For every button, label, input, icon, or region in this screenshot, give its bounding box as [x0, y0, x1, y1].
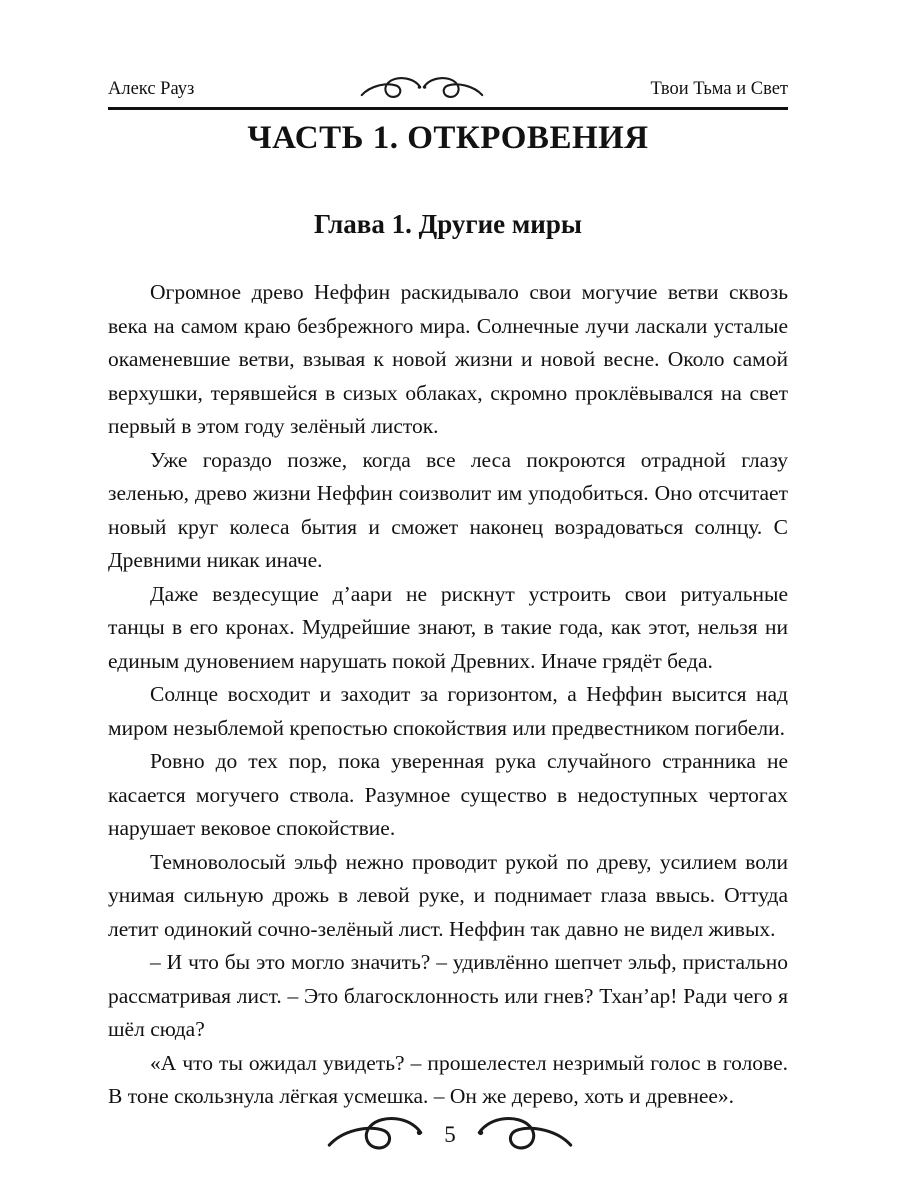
- footer-flourish-right-icon: [470, 1116, 580, 1152]
- footer-ornament: [0, 1116, 900, 1152]
- paragraph: Даже вездесущие д’аари не рискнут устроить свои ритуальные танцы в его кронах. Мудрейшие знают, в такие года, как этот, нельзя ни единым дуновением нарушать покой Древних. Иначе грядёт беда.: [108, 581, 788, 673]
- running-head: [108, 76, 788, 110]
- paragraph: Солнце восходит и заходит за горизонтом, а Неффин высится над миром незыблемой крепостью спокойствия или предвестником погибели.: [108, 682, 788, 740]
- paragraph: «А что ты ожидал увидеть? – прошелестел незримый голос в голове. В тоне скользнула лёгкая усмешка. – Он же дерево, хоть и древнее».: [108, 1050, 788, 1108]
- paragraph: Темноволосый эльф нежно проводит рукой по древу, усилием воли унимая сильную дрожь в левой руке, и поднимает глаза ввысь. Оттуда летит одинокий сочно-зелёный лист. Неффин так давно не видел живых.: [108, 849, 788, 941]
- paragraph: – И что бы это могло значить? – удивлённо шепчет эльф, пристально рассматривая лист. – Это благосклонность или гнев? Тхан’ар! Ради чего я шёл сюда?: [108, 950, 788, 1041]
- part-title: ЧАСТЬ 1. ОТКРОВЕНИЯ: [247, 120, 649, 156]
- page-number: 5: [444, 1121, 456, 1147]
- header-flourish-icon: [360, 76, 484, 100]
- chapter-title: Глава 1. Другие миры: [314, 209, 582, 239]
- header-book-title: Твои Тьма и Свет: [650, 79, 788, 99]
- paragraph: Уже гораздо позже, когда все леса покроются отрадной глазу зеленью, древо жизни Неффин соизволит им уподобиться. Оно отсчитает новый круг колеса бытия и сможет наконец возрадоваться солнцу. С Древними никак иначе.: [108, 447, 788, 572]
- footer-flourish-left-icon: [320, 1116, 430, 1152]
- paragraph: Ровно до тех пор, пока уверенная рука случайного странника не касается могучего ствола. Разумное существо в недоступных чертогах нарушает вековое спокойствие.: [108, 749, 788, 840]
- body-text: [108, 276, 788, 1114]
- header-author: Алекс Рауз: [108, 79, 195, 99]
- paragraph: Огромное древо Неффин раскидывало свои могучие ветви сквозь века на самом краю безбрежного мира. Солнечные лучи ласкали усталые окаменевшие ветви, взывая к новой жизни и новой весне. Около самой верхушки, терявшейся в сизых облаках, скромно проклёвывался на свет первый в этом году зелёный листок.: [108, 280, 788, 438]
